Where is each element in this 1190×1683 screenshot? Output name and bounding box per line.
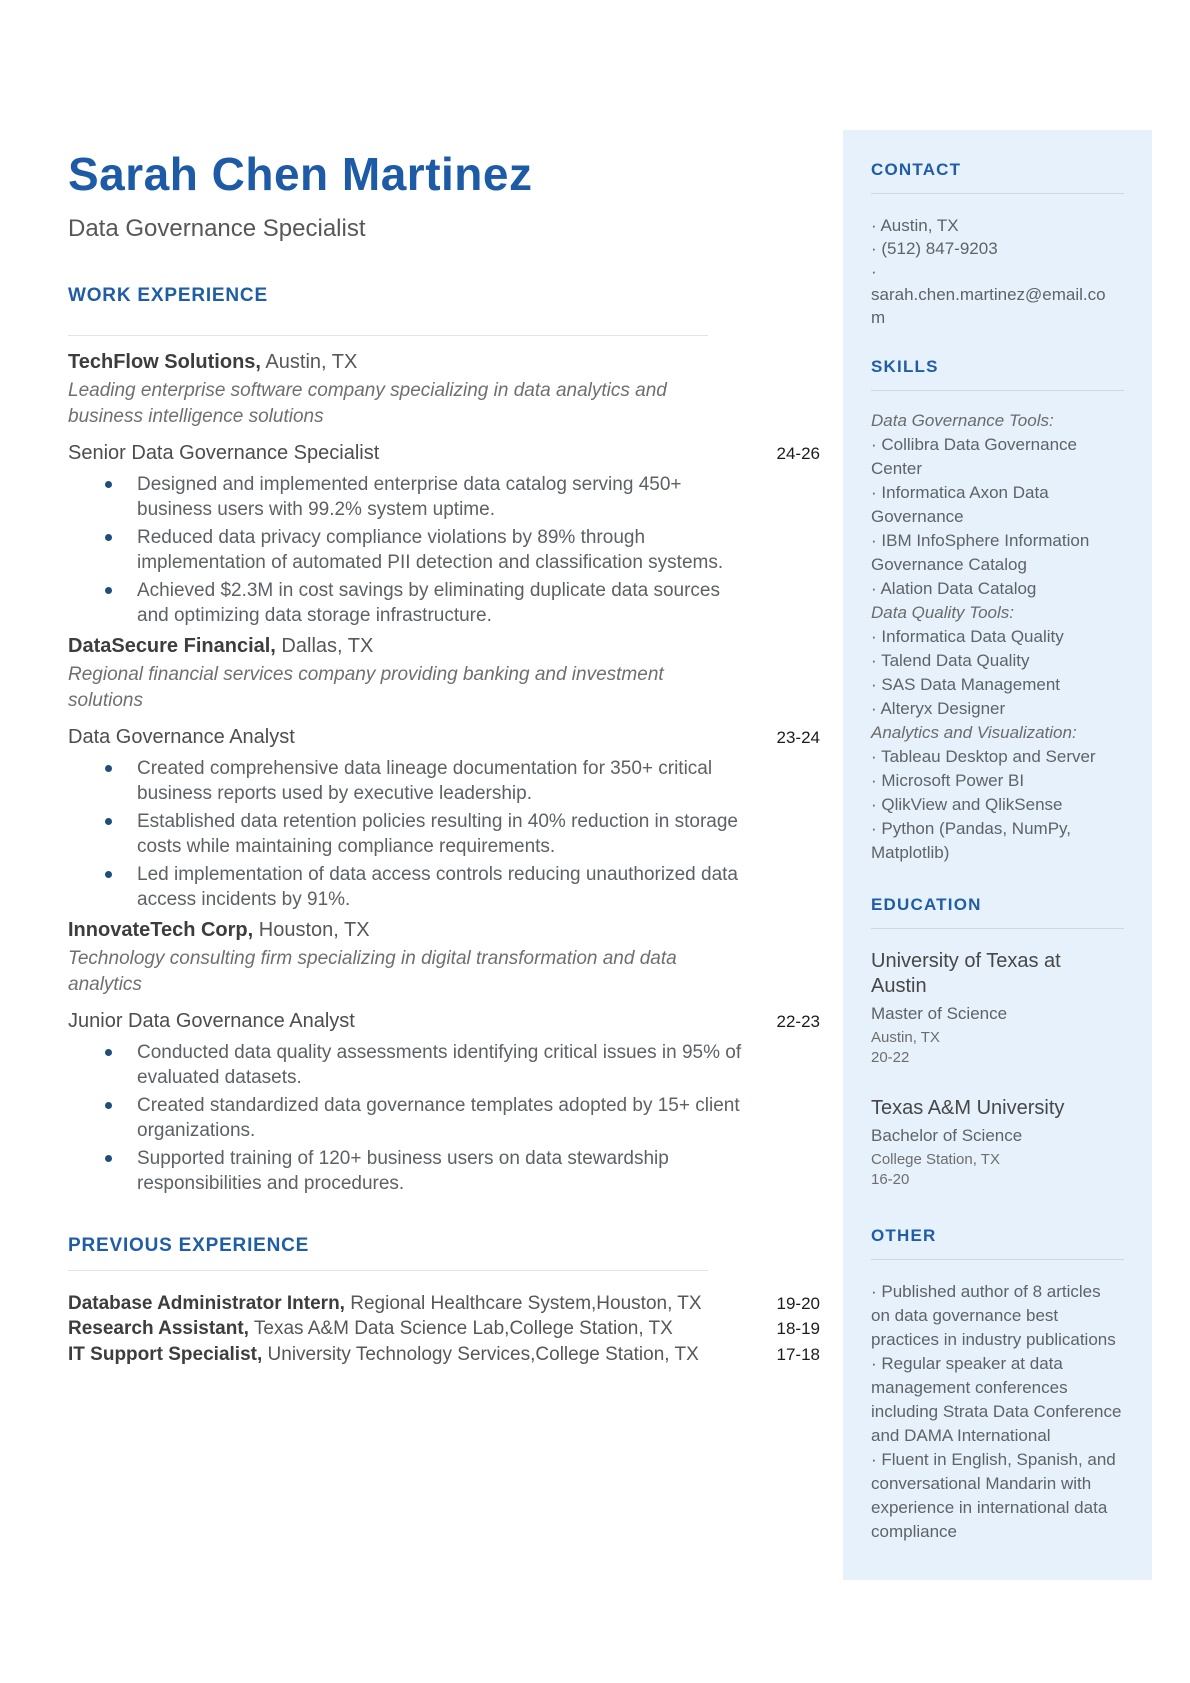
bullet-text: Achieved $2.3M in cost savings by eliminating duplicate data sources and optimizing data storage infrastructure. <box>137 579 720 627</box>
skill-item: · QlikView and QlikSense <box>871 793 1124 817</box>
company-row <box>68 633 820 659</box>
skill-item: · IBM InfoSphere Information Governance Catalog <box>871 529 1124 577</box>
role-dates: 24-26 <box>776 443 820 463</box>
other-item: · Published author of 8 articles on data governance best practices in industry publications <box>871 1280 1124 1352</box>
previous-role-title: Database Administrator Intern, <box>68 1292 345 1314</box>
company-name: TechFlow Solutions, <box>68 350 261 373</box>
skill-item: · Python (Pandas, NumPy, Matplotlib) <box>871 817 1124 865</box>
education-location: College Station, TX <box>871 1151 1000 1168</box>
education-school: University of Texas at Austin <box>871 950 1061 997</box>
skills-group-label: Data Quality Tools: <box>871 603 1014 622</box>
role-dates: 22-23 <box>776 1011 820 1031</box>
previous-role <box>68 1342 699 1368</box>
skill-item: · Informatica Data Quality <box>871 625 1124 649</box>
role-bullets <box>68 756 820 913</box>
previous-role-org: Texas A&M Data Science Lab,College Station, TX <box>248 1318 673 1340</box>
bullet-dot <box>105 1102 112 1109</box>
previous-role-org: University Technology Services,College Station, TX <box>262 1343 699 1365</box>
bullet-text: Established data retention policies resulting in 40% reduction in storage costs while maintaining compliance requirements. <box>137 810 738 858</box>
candidate-name: Sarah Chen Martinez <box>68 148 533 200</box>
education-entry <box>871 1096 1124 1190</box>
bullet-text: Created standardized data governance templates adopted by 15+ client organizations. <box>137 1094 740 1142</box>
divider <box>871 390 1124 391</box>
bullet-dot <box>105 481 112 488</box>
previous-role-dates: 17-18 <box>776 1344 820 1364</box>
education-school: Texas A&M University <box>871 1097 1065 1119</box>
bullet-dot <box>105 871 112 878</box>
skills-group <box>871 721 1124 865</box>
role-dates: 23-24 <box>776 727 820 747</box>
section-heading-skills: SKILLS <box>871 357 939 376</box>
experience-bullet <box>68 472 820 523</box>
previous-role-title: Research Assistant, <box>68 1318 249 1340</box>
section-heading-other: OTHER <box>871 1226 937 1245</box>
company-row <box>68 917 820 943</box>
experience-bullet <box>68 756 820 807</box>
divider <box>871 928 1124 929</box>
skill-item: · Alation Data Catalog <box>871 577 1124 601</box>
experience-bullet <box>68 809 820 860</box>
experience-bullet <box>68 525 820 576</box>
skills-group <box>871 601 1124 721</box>
experience-bullet <box>68 862 820 913</box>
previous-experience-list <box>68 1291 820 1368</box>
role-row <box>68 1008 820 1034</box>
bullet-dot <box>105 1155 112 1162</box>
resume-main-column <box>68 0 820 1367</box>
education-entry <box>871 949 1124 1068</box>
candidate-title: Data Governance Specialist <box>68 214 366 242</box>
previous-experience-row <box>68 1342 820 1368</box>
contact-phone: · (512) 847-9203 <box>871 237 1107 260</box>
contact-email: · sarah.chen.martinez@email.com <box>871 260 1107 329</box>
previous-role-dates: 19-20 <box>776 1293 820 1313</box>
previous-role-title: IT Support Specialist, <box>68 1343 263 1365</box>
experience-bullet <box>68 1093 820 1144</box>
company-description: Regional financial services company providing banking and investment solutions <box>68 663 664 711</box>
section-heading-contact: CONTACT <box>871 160 962 179</box>
experience-bullet <box>68 578 820 629</box>
previous-role-dates: 18-19 <box>776 1319 820 1339</box>
company-location: Austin, TX <box>260 350 358 373</box>
company-name: DataSecure Financial, <box>68 634 276 657</box>
education-degree: Master of Science <box>871 1004 1008 1023</box>
bullet-dot <box>105 587 112 594</box>
skill-item: · Tableau Desktop and Server <box>871 745 1124 769</box>
company-location: Dallas, TX <box>275 634 374 657</box>
skill-item: · Informatica Axon Data Governance <box>871 481 1124 529</box>
previous-experience-row <box>68 1291 820 1317</box>
role-title: Data Governance Analyst <box>68 725 295 748</box>
company-name: InnovateTech Corp, <box>68 918 254 941</box>
bullet-text: Conducted data quality assessments identifying critical issues in 95% of evaluated datasets. <box>137 1041 742 1089</box>
role-title: Junior Data Governance Analyst <box>68 1009 355 1032</box>
education-dates: 16-20 <box>871 1171 910 1188</box>
other-item: · Regular speaker at data management conferences including Strata Data Conference and DAMA International <box>871 1352 1124 1448</box>
education-dates: 20-22 <box>871 1049 910 1066</box>
company-description: Technology consulting firm specializing in digital transformation and data analytics <box>68 947 677 995</box>
bullet-text: Led implementation of data access controls reducing unauthorized data access incidents by 91%. <box>137 863 738 911</box>
bullet-dot <box>105 534 112 541</box>
company-row <box>68 349 820 375</box>
skill-item: · Talend Data Quality <box>871 649 1124 673</box>
divider <box>68 1270 708 1271</box>
role-bullets <box>68 1040 820 1197</box>
role-row <box>68 724 820 750</box>
section-heading-education: EDUCATION <box>871 895 982 914</box>
section-heading-work-experience: WORK EXPERIENCE <box>68 284 268 306</box>
bullet-text: Supported training of 120+ business users on data stewardship responsibilities and procedures. <box>137 1147 669 1195</box>
other-item: · Fluent in English, Spanish, and conversational Mandarin with experience in international data compliance <box>871 1448 1124 1544</box>
skill-item: · SAS Data Management <box>871 673 1124 697</box>
skills-group-label: Data Governance Tools: <box>871 411 1054 430</box>
bullet-text: Designed and implemented enterprise data catalog serving 450+ business users with 99.2% system uptime. <box>137 473 682 521</box>
education-location: Austin, TX <box>871 1029 940 1046</box>
bullet-dot <box>105 1049 112 1056</box>
company-location: Houston, TX <box>253 918 370 941</box>
divider <box>68 335 708 336</box>
skills-group-label: Analytics and Visualization: <box>871 723 1077 742</box>
previous-role-org: Regional Healthcare System,Houston, TX <box>344 1292 702 1314</box>
resume-sidebar <box>843 130 1152 1580</box>
role-title: Senior Data Governance Specialist <box>68 441 380 464</box>
bullet-dot <box>105 818 112 825</box>
bullet-dot <box>105 765 112 772</box>
experience-bullet <box>68 1146 820 1197</box>
experience-bullet <box>68 1040 820 1091</box>
skill-item: · Collibra Data Governance Center <box>871 433 1124 481</box>
divider <box>871 1259 1124 1260</box>
contact-location: · Austin, TX <box>871 214 1107 237</box>
bullet-text: Created comprehensive data lineage documentation for 350+ critical business reports used by executive leadership. <box>137 757 713 805</box>
role-row <box>68 440 820 466</box>
section-heading-previous-experience: PREVIOUS EXPERIENCE <box>68 1234 310 1256</box>
divider <box>871 193 1124 194</box>
previous-experience-row <box>68 1316 820 1342</box>
previous-role <box>68 1316 673 1342</box>
company-description: Leading enterprise software company specializing in data analytics and business intelligence solutions <box>68 379 667 427</box>
skill-item: · Alteryx Designer <box>871 697 1124 721</box>
skills-group <box>871 409 1124 601</box>
education-degree: Bachelor of Science <box>871 1126 1023 1145</box>
skill-item: · Microsoft Power BI <box>871 769 1124 793</box>
previous-role <box>68 1291 702 1317</box>
role-bullets <box>68 472 820 629</box>
bullet-text: Reduced data privacy compliance violations by 89% through implementation of automated PII detection and classification systems. <box>137 526 724 574</box>
